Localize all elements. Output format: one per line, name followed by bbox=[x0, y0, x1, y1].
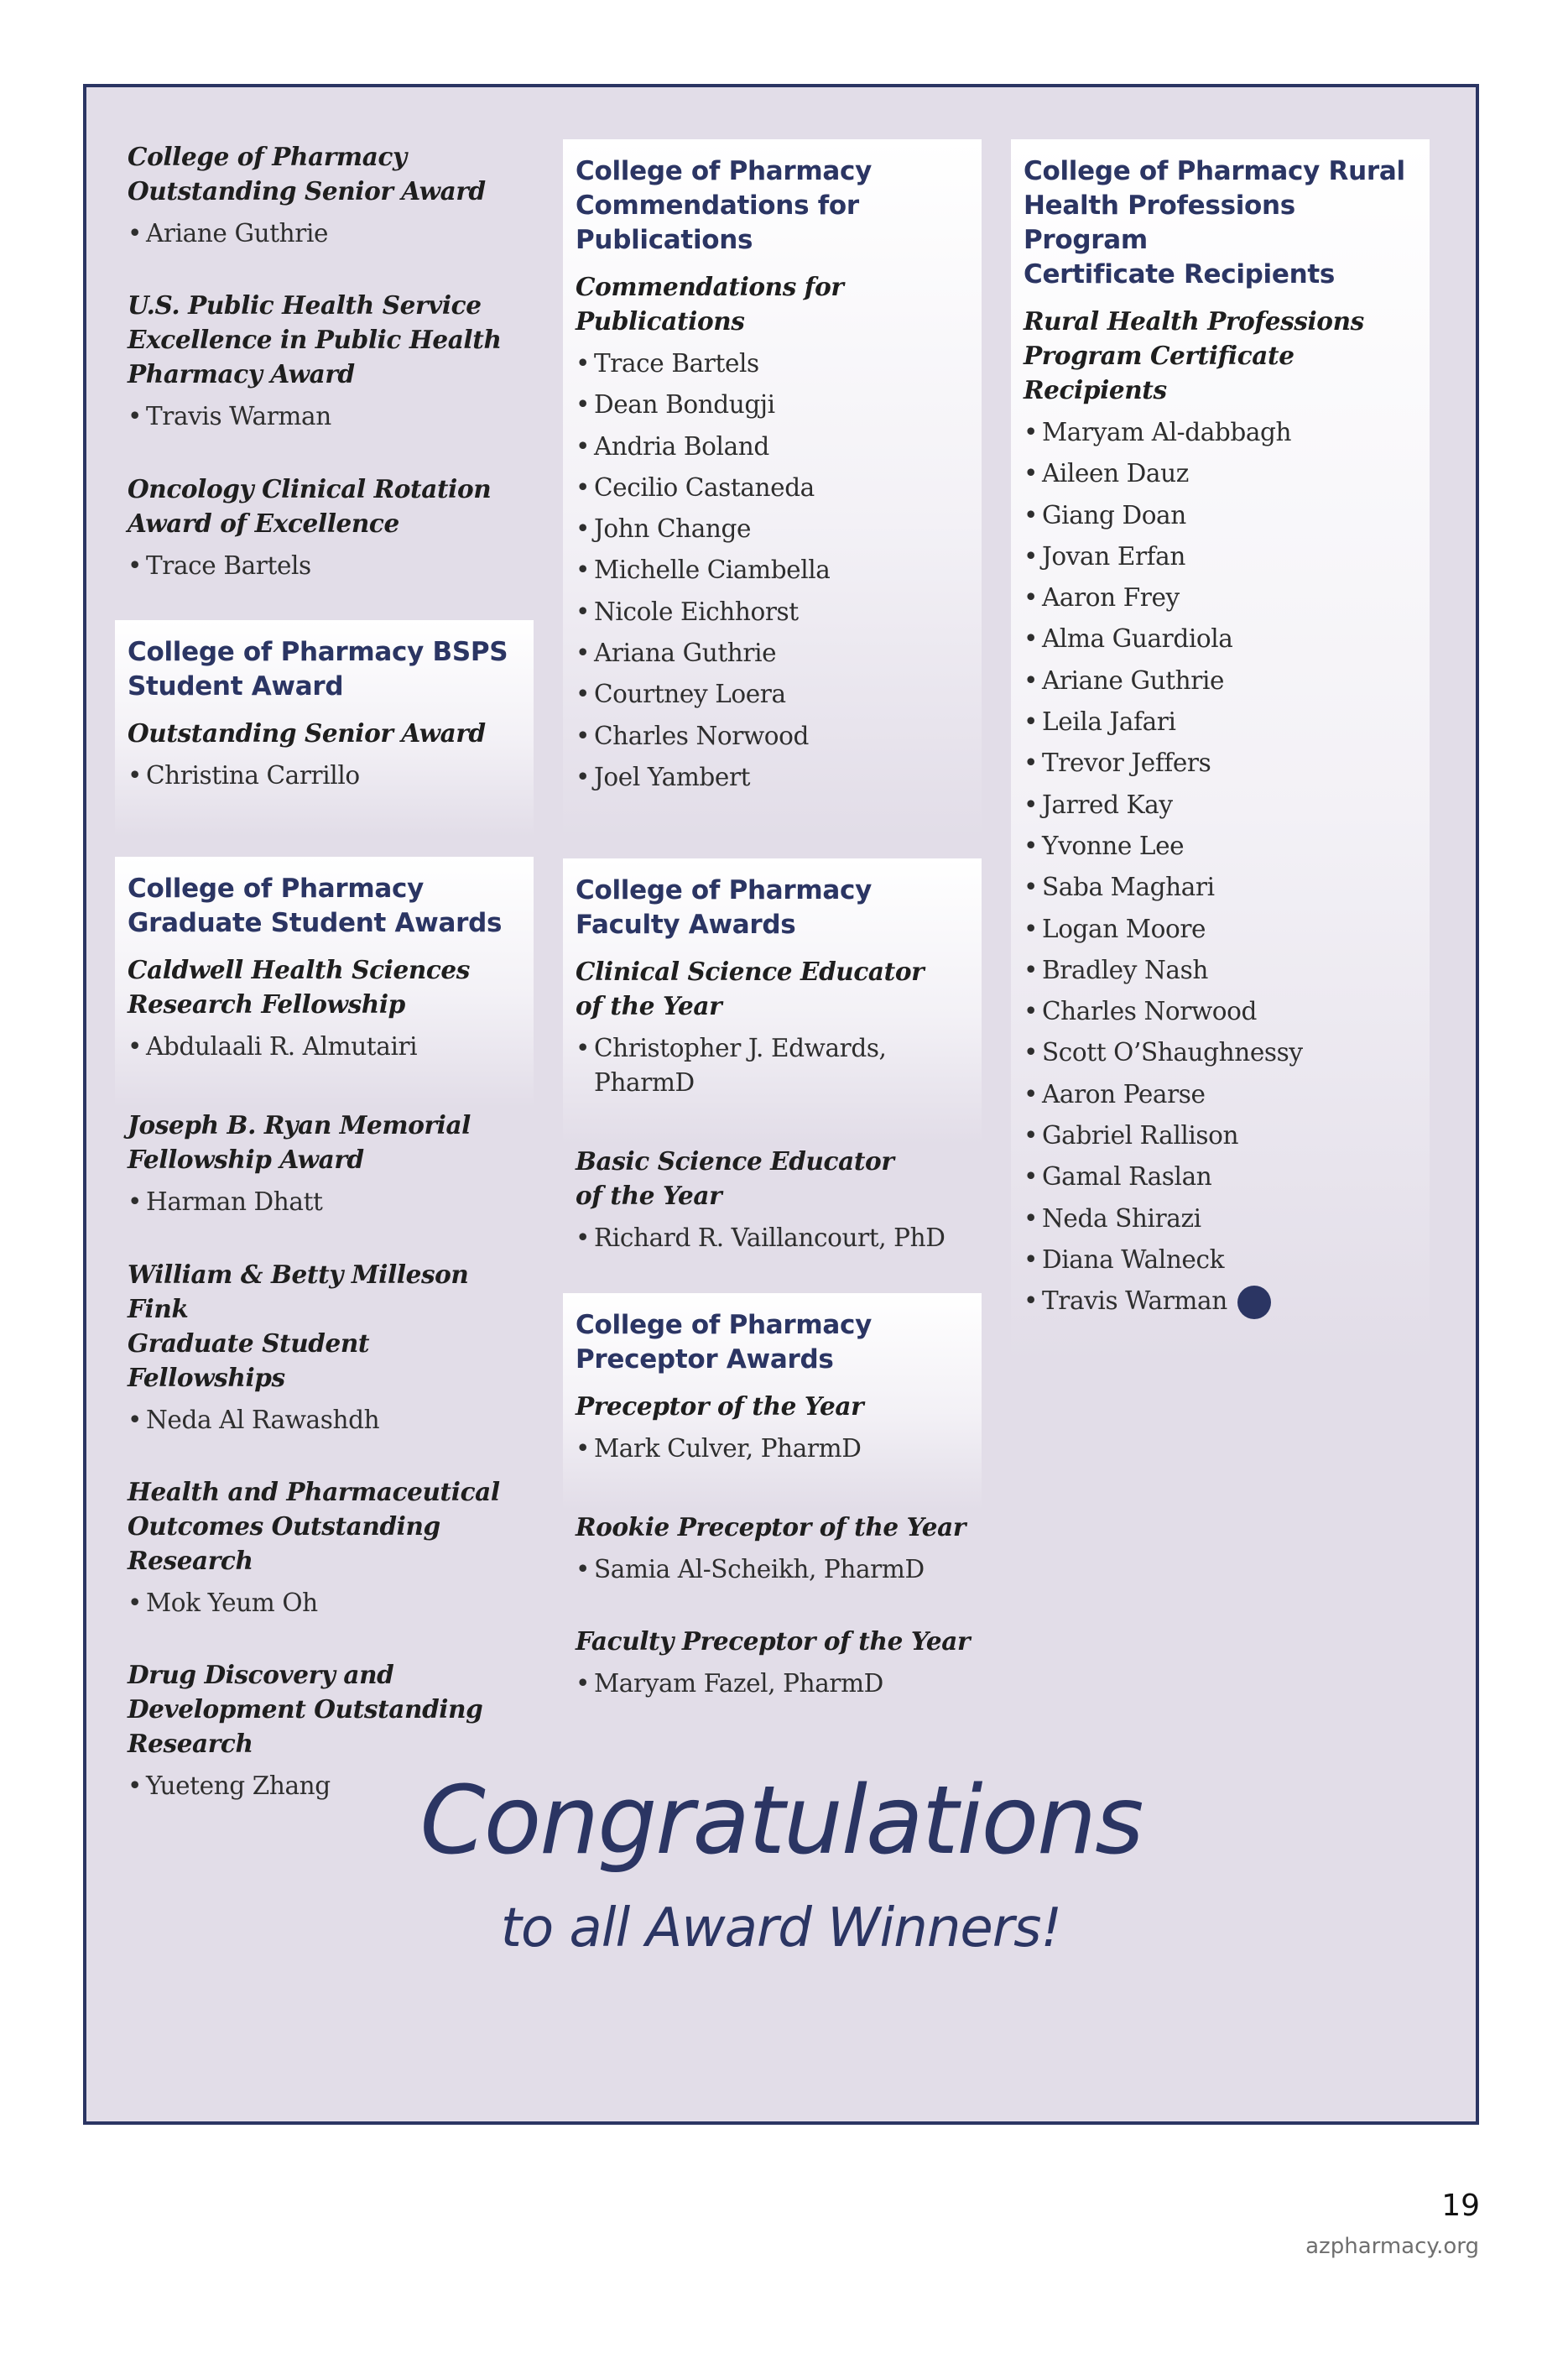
recipient-name bbox=[576, 343, 969, 384]
section-header bbox=[563, 1293, 982, 1510]
award-name: Outstanding Senior Award bbox=[128, 717, 486, 748]
recipient-name bbox=[128, 1400, 534, 1441]
award-name: Joseph B. Ryan Memorial Fellowship Award bbox=[128, 1110, 471, 1175]
section-title: College of Pharmacy Rural Health Professions Program Certificate Recipients bbox=[1024, 156, 1405, 290]
recipient-name bbox=[576, 384, 969, 425]
recipient-name bbox=[576, 674, 969, 715]
recipient-text: Diana Walneck bbox=[1042, 1244, 1225, 1274]
recipient-text: Joel Yambert bbox=[594, 762, 751, 791]
recipient-text: Trevor Jeffers bbox=[1042, 749, 1211, 778]
recipient-text: Jovan Erfan bbox=[1042, 541, 1185, 571]
award-section bbox=[576, 858, 982, 1259]
recipient-text: Aileen Dauz bbox=[1042, 459, 1189, 488]
recipient-text: Logan Moore bbox=[1042, 914, 1206, 943]
recipient-list bbox=[128, 1400, 534, 1441]
page-number: 19 bbox=[1441, 2189, 1480, 2223]
award-name: Commendations for Publications bbox=[576, 272, 844, 336]
recipient-name bbox=[1024, 618, 1417, 660]
recipient-text: Travis Warman bbox=[146, 402, 331, 431]
award-name: Clinical Science Educator of the Year bbox=[576, 957, 925, 1021]
recipient-name bbox=[1024, 1156, 1417, 1197]
section-header bbox=[563, 139, 982, 838]
recipient-name bbox=[1024, 412, 1417, 453]
recipient-text: Charles Norwood bbox=[1042, 997, 1257, 1026]
award-name: Faculty Preceptor of the Year bbox=[576, 1626, 971, 1656]
recipient-name bbox=[1024, 495, 1417, 536]
recipient-list bbox=[576, 343, 969, 798]
congratulations-subline: to all Award Winners! bbox=[500, 1897, 1062, 1959]
recipient-list bbox=[576, 1663, 982, 1704]
recipient-name bbox=[1024, 577, 1417, 618]
recipient-name bbox=[1024, 702, 1417, 743]
recipient-name bbox=[576, 1428, 969, 1469]
recipient-text: Mark Culver, PharmD bbox=[594, 1433, 862, 1463]
section-header bbox=[563, 858, 982, 1144]
award-name: Caldwell Health Sciences Research Fellowship bbox=[128, 955, 471, 1020]
recipient-name bbox=[128, 1182, 534, 1223]
recipient-text: Courtney Loera bbox=[594, 680, 786, 709]
recipient-name bbox=[576, 757, 969, 798]
recipient-name bbox=[1024, 867, 1417, 908]
recipient-text: Harman Dhatt bbox=[146, 1187, 323, 1217]
recipient-text: Ariane Guthrie bbox=[1042, 665, 1225, 695]
award-name: Rookie Preceptor of the Year bbox=[576, 1511, 966, 1542]
recipient-name bbox=[128, 213, 534, 254]
recipient-name bbox=[576, 592, 969, 633]
recipient-list bbox=[576, 1218, 982, 1259]
recipient-list bbox=[128, 1026, 521, 1067]
section-header bbox=[1011, 139, 1430, 1363]
recipient-text: Christopher J. Edwards, PharmD bbox=[594, 1034, 887, 1098]
recipient-name bbox=[1024, 785, 1417, 826]
section-header bbox=[115, 620, 534, 837]
section-title: College of Pharmacy Graduate Student Awards bbox=[128, 874, 503, 939]
website-url: azpharmacy.org bbox=[1305, 2234, 1479, 2259]
recipient-name bbox=[576, 1663, 982, 1704]
recipient-name bbox=[1024, 826, 1417, 867]
recipient-name bbox=[1024, 909, 1417, 950]
recipient-text: Neda Shirazi bbox=[1042, 1203, 1201, 1233]
recipient-name bbox=[1024, 660, 1417, 702]
recipient-name bbox=[1024, 1032, 1417, 1073]
recipient-list bbox=[128, 213, 534, 254]
section-header bbox=[115, 857, 534, 1108]
congratulations-headline: Congratulations bbox=[419, 1766, 1143, 1876]
recipient-text: Gabriel Rallison bbox=[1042, 1121, 1239, 1150]
recipient-text: Christina Carrillo bbox=[146, 760, 360, 790]
recipient-name bbox=[1024, 453, 1417, 494]
award-section bbox=[128, 139, 534, 587]
column-2 bbox=[576, 139, 982, 1738]
recipient-list bbox=[128, 396, 534, 437]
recipient-text: Saba Maghari bbox=[1042, 873, 1215, 902]
recipient-text: Jarred Kay bbox=[1042, 790, 1173, 819]
recipient-text: Trace Bartels bbox=[594, 349, 759, 378]
recipient-name bbox=[1024, 991, 1417, 1032]
recipient-name bbox=[1024, 1239, 1417, 1281]
recipient-text: Andria Boland bbox=[594, 431, 769, 461]
recipient-name bbox=[1024, 1198, 1417, 1239]
recipient-text: Leila Jafari bbox=[1042, 707, 1176, 737]
recipient-list bbox=[128, 1583, 534, 1624]
recipient-name bbox=[576, 509, 969, 550]
award-section bbox=[128, 857, 534, 1807]
recipient-text: Neda Al Rawashdh bbox=[146, 1405, 380, 1434]
award-section bbox=[128, 620, 534, 837]
recipient-name bbox=[1024, 950, 1417, 991]
recipient-name bbox=[1024, 1115, 1417, 1156]
award-name: U.S. Public Health Service Excellence in Public Health Pharmacy Award bbox=[128, 290, 502, 389]
recipient-text: Charles Norwood bbox=[594, 721, 809, 750]
award-section bbox=[576, 139, 982, 838]
recipient-text: Abdulaali R. Almutairi bbox=[146, 1032, 418, 1062]
recipient-text: Richard R. Vaillancourt, PhD bbox=[594, 1223, 945, 1253]
award-name: Health and Pharmaceutical Outcomes Outstanding Research bbox=[128, 1477, 500, 1576]
recipient-list bbox=[576, 1028, 969, 1103]
recipient-name bbox=[128, 755, 521, 796]
section-title: College of Pharmacy BSPS Student Award bbox=[128, 636, 508, 702]
recipient-text: Giang Doan bbox=[1042, 500, 1186, 530]
column-3 bbox=[1024, 139, 1430, 1383]
recipient-name bbox=[128, 1583, 534, 1624]
recipient-name bbox=[128, 545, 534, 587]
recipient-text: Nicole Eichhorst bbox=[594, 597, 799, 626]
recipient-name bbox=[1024, 743, 1417, 784]
recipient-text: Maryam Fazel, PharmD bbox=[594, 1669, 883, 1698]
recipient-list bbox=[128, 755, 521, 796]
recipient-text: Travis Warman bbox=[1042, 1286, 1227, 1316]
recipient-text: Maryam Al-dabbagh bbox=[1042, 418, 1292, 446]
recipient-text: John Change bbox=[594, 514, 752, 544]
recipient-text: Scott O’Shaughnessy bbox=[1042, 1038, 1303, 1067]
award-name: Preceptor of the Year bbox=[576, 1390, 864, 1421]
recipient-list bbox=[576, 1549, 982, 1590]
recipient-name bbox=[576, 550, 969, 591]
recipient-text: Alma Guardiola bbox=[1042, 624, 1233, 654]
recipient-name bbox=[1024, 1281, 1417, 1322]
section-title: College of Pharmacy Preceptor Awards bbox=[576, 1309, 873, 1375]
award-name: William & Betty Milleson Fink Graduate Student Fellowships bbox=[128, 1259, 469, 1392]
recipient-name bbox=[1024, 536, 1417, 577]
recipient-list bbox=[576, 1428, 969, 1469]
award-name: College of Pharmacy Outstanding Senior Award bbox=[128, 142, 486, 206]
recipient-text: Cecilio Castaneda bbox=[594, 472, 815, 502]
award-name: Oncology Clinical Rotation Award of Excellence bbox=[128, 473, 492, 538]
recipient-text: Gamal Raslan bbox=[1042, 1162, 1212, 1192]
recipient-text: Dean Bondugji bbox=[594, 390, 775, 420]
filled-circle-icon bbox=[1237, 1286, 1271, 1319]
recipient-text: Bradley Nash bbox=[1042, 955, 1208, 984]
recipient-name bbox=[576, 426, 969, 467]
column-1 bbox=[128, 139, 534, 1841]
recipient-list bbox=[1024, 412, 1417, 1323]
award-section bbox=[1024, 139, 1430, 1363]
recipient-list bbox=[128, 545, 534, 587]
recipient-text: Yueteng Zhang bbox=[146, 1771, 331, 1801]
award-name: Basic Science Educator of the Year bbox=[576, 1146, 894, 1211]
recipient-text: Ariane Guthrie bbox=[146, 219, 329, 248]
recipient-name bbox=[576, 1549, 982, 1590]
award-name: Rural Health Professions Program Certificate Recipients bbox=[1024, 306, 1364, 404]
recipient-name bbox=[576, 467, 969, 509]
award-name: Drug Discovery and Development Outstanding Research bbox=[128, 1660, 483, 1759]
section-title: College of Pharmacy Faculty Awards bbox=[576, 875, 873, 941]
recipient-name bbox=[1024, 1074, 1417, 1115]
recipient-text: Ariana Guthrie bbox=[594, 639, 777, 668]
recipient-text: Yvonne Lee bbox=[1042, 831, 1185, 860]
recipient-text: Aaron Pearse bbox=[1042, 1079, 1206, 1109]
section-title: College of Pharmacy Commendations for Publications bbox=[576, 156, 873, 255]
recipient-list bbox=[128, 1182, 534, 1223]
recipient-text: Aaron Frey bbox=[1042, 583, 1180, 613]
recipient-name bbox=[128, 1026, 521, 1067]
recipient-name bbox=[576, 1028, 969, 1103]
recipient-name bbox=[128, 396, 534, 437]
recipient-name bbox=[576, 716, 969, 757]
recipient-text: Mok Yeum Oh bbox=[146, 1589, 318, 1618]
recipient-text: Samia Al-Scheikh, PharmD bbox=[594, 1554, 925, 1583]
recipient-name bbox=[576, 633, 969, 674]
recipient-name bbox=[576, 1218, 982, 1259]
award-section bbox=[576, 1293, 982, 1705]
recipient-text: Michelle Ciambella bbox=[594, 556, 831, 585]
recipient-text: Trace Bartels bbox=[146, 550, 311, 580]
